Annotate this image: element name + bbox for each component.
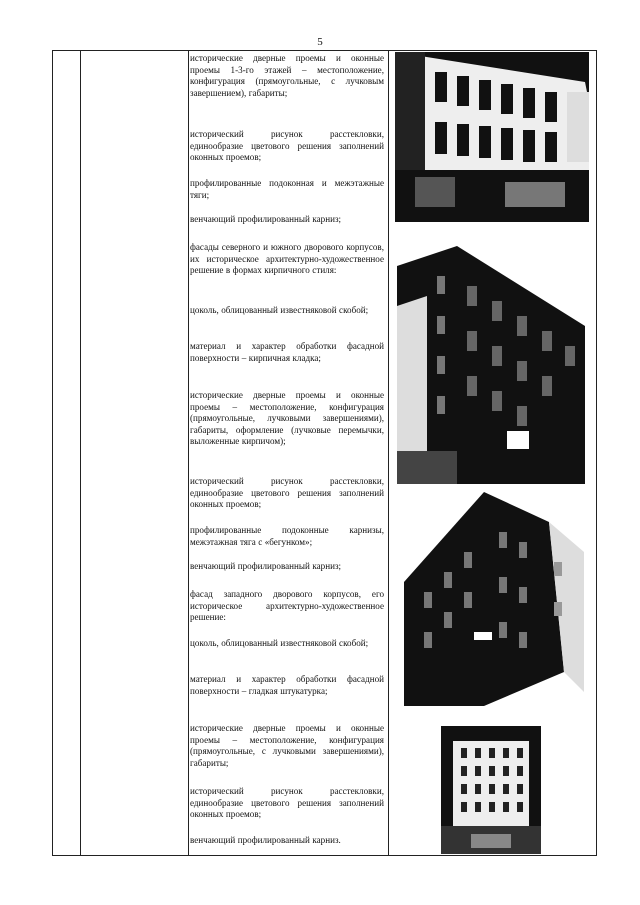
west-courtyard-photo	[441, 726, 541, 854]
feature-paragraph: материал и характер обработки фасадной поверхности – гладкая штукатурка;	[190, 674, 384, 696]
table-border-left	[52, 51, 53, 855]
feature-paragraph: исторические дверные проемы и оконные проемы – местоположение, конфигурация (прямоугольные, лучковыми завершениями), габариты, оформление (лучковые перемычки, выложенные кирпичом);	[190, 390, 384, 447]
feature-paragraph: цоколь, облицованный известняковой скобой;	[190, 305, 369, 315]
feature-paragraph: цоколь, облицованный известняковой скобой;	[190, 638, 369, 648]
feature-paragraph: венчающий профилированный карниз;	[190, 214, 342, 224]
column-divider-2	[188, 51, 189, 855]
column-divider-1	[80, 51, 81, 855]
street-facade-photo	[395, 52, 589, 222]
feature-paragraph: профилированные подоконная и межэтажные тяги;	[190, 178, 384, 200]
feature-paragraph: венчающий профилированный карниз;	[190, 561, 342, 571]
feature-paragraph: исторический рисунок расстекловки, единообразие цветового решения заполнений оконных проемов;	[190, 786, 384, 820]
feature-paragraph: исторические дверные проемы и оконные проемы 1-3-го этажей – местоположение, конфигурация (прямоугольные, с лучковым завершением), габариты;	[190, 53, 384, 98]
feature-paragraph: фасады северного и южного дворового корпусов, их историческое архитектурно-художественное решение в формах кирпичного стиля:	[190, 242, 384, 276]
feature-paragraph: исторический рисунок расстекловки, единообразие цветового решения заполнений оконных проемов;	[190, 476, 384, 510]
feature-paragraph: венчающий профилированный карниз.	[190, 835, 341, 845]
feature-paragraph: материал и характер обработки фасадной поверхности – кирпичная кладка;	[190, 341, 384, 363]
feature-paragraph: профилированные подоконные карнизы, межэтажная тяга с «бегунком»;	[190, 525, 384, 547]
table-border-right	[596, 51, 597, 855]
north-south-courtyard-photo	[397, 246, 585, 484]
corner-courtyard-photo	[404, 492, 584, 706]
feature-paragraph: фасад западного дворового корпусов, его историческое архитектурно-художественное решение:	[190, 589, 384, 623]
feature-paragraph: исторические дверные проемы и оконные проемы – местоположение, конфигурация (прямоугольные, с лучковыми завершениями), габариты;	[190, 723, 384, 768]
page-number: 5	[317, 36, 323, 48]
column-divider-3	[388, 51, 389, 855]
feature-paragraph: исторический рисунок расстекловки, единообразие цветового решения заполнений оконных проемов;	[190, 129, 384, 163]
